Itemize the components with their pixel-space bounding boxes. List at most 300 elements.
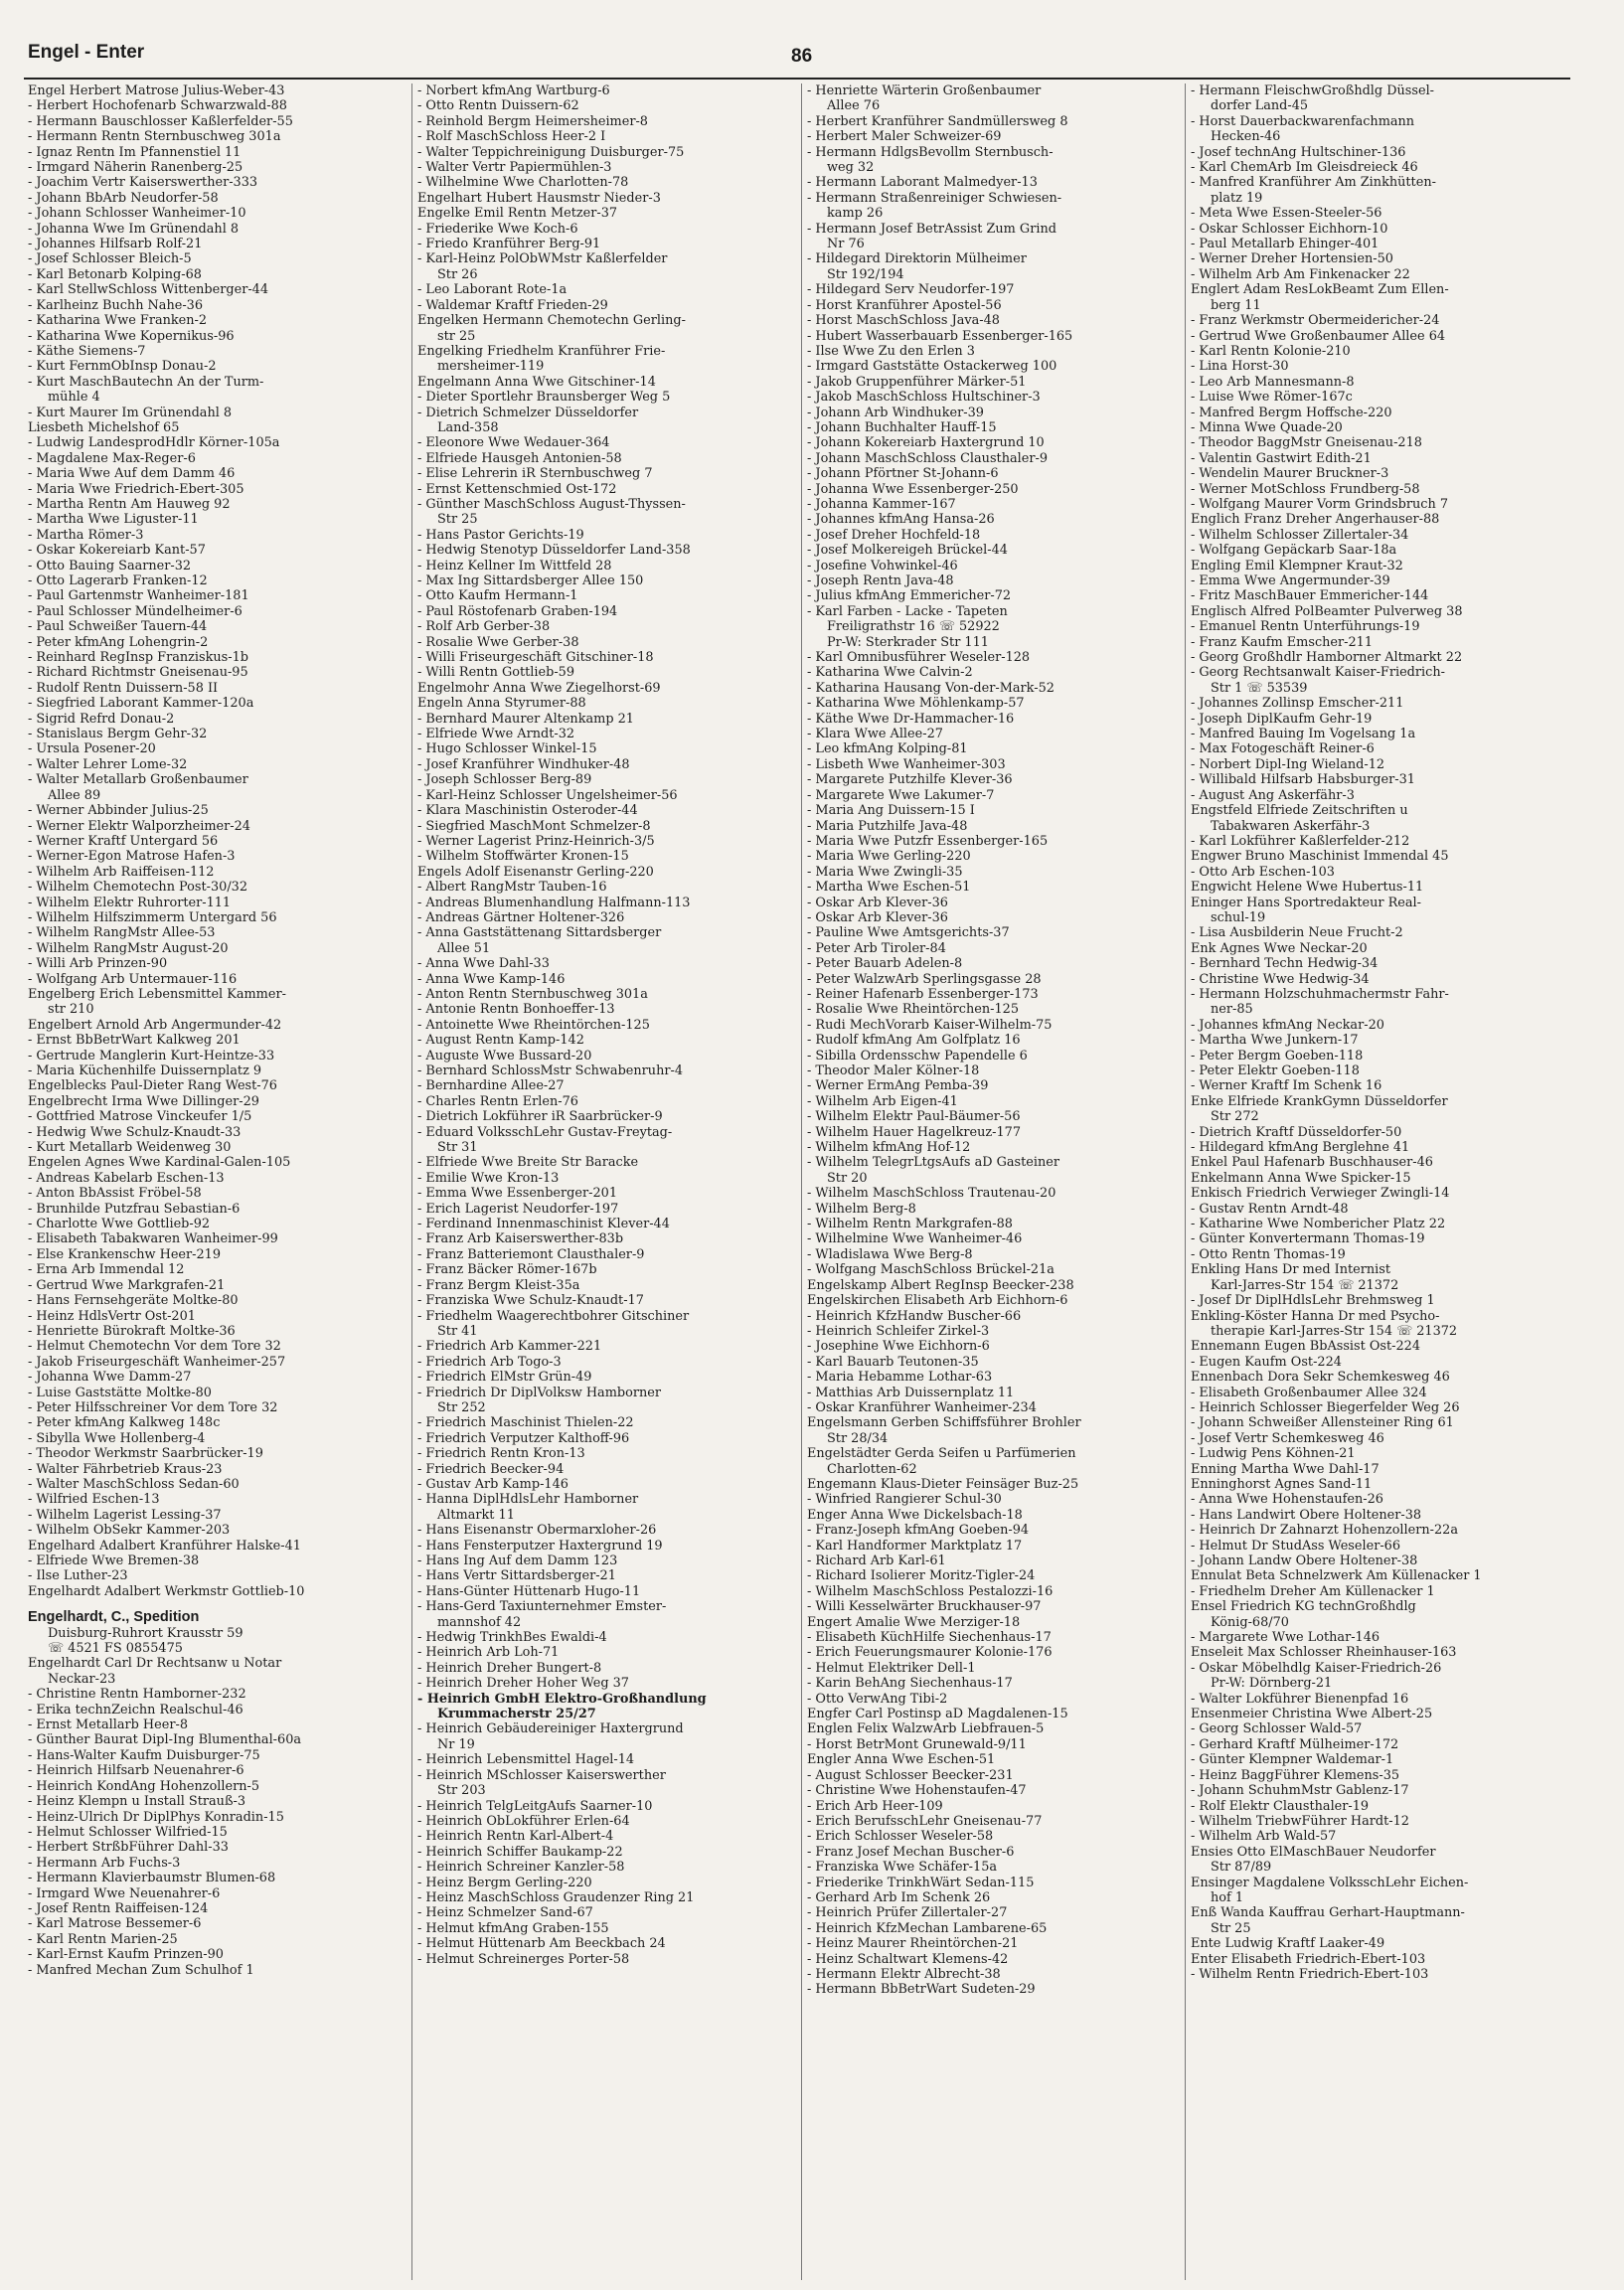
directory-entry: - Josephine Wwe Eichhorn-6 bbox=[807, 1339, 990, 1355]
directory-entry: - Martha Wwe Junkern-17 bbox=[1191, 1033, 1359, 1049]
directory-entry: - Karl Matrose Bessemer-6 bbox=[28, 1916, 202, 1932]
directory-column-1 bbox=[28, 83, 411, 2270]
directory-entry: - Reinhold Bergm Heimersheimer-8 bbox=[417, 113, 648, 129]
directory-entry: - Wilhelm ObSekr Kammer-203 bbox=[28, 1523, 231, 1539]
directory-entry: - Friedrich Beecker-94 bbox=[417, 1461, 565, 1477]
entry-continuation: therapie Karl-Jarres-Str 154 ☏ 21372 bbox=[1211, 1323, 1458, 1339]
directory-entry: - Otto Bauing Saarner-32 bbox=[28, 558, 192, 573]
directory-entry: Engfer Carl Postinsp aD Magdalenen-15 bbox=[807, 1707, 1068, 1722]
directory-entry: - Joachim Vertr Kaiserswerther-333 bbox=[28, 175, 258, 191]
directory-entry: Enkling Hans Dr med Internist bbox=[1191, 1262, 1391, 1278]
directory-entry: Eninger Hans Sportredakteur Real- bbox=[1191, 895, 1421, 910]
directory-entry: - Katharina Hausang Von-der-Mark-52 bbox=[807, 680, 1055, 696]
directory-entry: - Wilhelm Rentn Markgrafen-88 bbox=[807, 1217, 1013, 1232]
directory-entry: - Albert RangMstr Tauben-16 bbox=[417, 880, 607, 896]
directory-entry: - Franz Bergm Kleist-35a bbox=[417, 1277, 580, 1293]
directory-entry: Liesbeth Michelshof 65 bbox=[28, 419, 180, 435]
directory-entry: - Heinrich Dreher Bungert-8 bbox=[417, 1660, 602, 1676]
directory-entry: - Peter kfmAng Kalkweg 148c bbox=[28, 1415, 221, 1431]
directory-entry: - Bernhard Techn Hedwig-34 bbox=[1191, 956, 1379, 972]
directory-entry: - Johann Schweißer Allensteiner Ring 61 bbox=[1191, 1415, 1454, 1431]
directory-entry: Enk Agnes Wwe Neckar-20 bbox=[1191, 940, 1368, 956]
directory-entry: - Anna Wwe Dahl-33 bbox=[417, 956, 550, 972]
directory-entry: - Wilhelm Hilfszimmerm Untergard 56 bbox=[28, 909, 277, 925]
directory-entry: - Karl Omnibusführer Weseler-128 bbox=[807, 650, 1031, 666]
directory-entry: - Meta Wwe Essen-Steeler-56 bbox=[1191, 206, 1382, 222]
directory-entry: - Heinrich Lebensmittel Hagel-14 bbox=[417, 1752, 635, 1768]
directory-entry: - Lina Horst-30 bbox=[1191, 359, 1289, 375]
directory-entry: Englich Franz Dreher Angerhauser-88 bbox=[1191, 512, 1440, 528]
directory-entry: - Norbert Dipl-Ing Wieland-12 bbox=[1191, 756, 1385, 772]
directory-entry: - Leo Laborant Rote-1a bbox=[417, 282, 568, 298]
directory-entry: Ensinger Magdalene VolksschLehr Eichen- bbox=[1191, 1875, 1469, 1890]
entry-continuation: mersheimer-119 bbox=[437, 359, 545, 375]
directory-entry: - Elise Lehrerin iR Sternbuschweg 7 bbox=[417, 466, 653, 482]
directory-entry: - Rosalie Wwe Rheintörchen-125 bbox=[807, 1002, 1020, 1018]
directory-entry: - Friedhelm Dreher Am Küllenacker 1 bbox=[1191, 1583, 1435, 1599]
directory-entry: - Franz Arb Kaiserswerther-83b bbox=[417, 1231, 624, 1247]
directory-entry: - Walter Vertr Papiermühlen-3 bbox=[417, 160, 612, 176]
directory-entry: - Johann Kokereiarb Haxtergrund 10 bbox=[807, 435, 1045, 451]
directory-entry: - Heinrich Arb Loh-71 bbox=[417, 1645, 560, 1661]
directory-entry: - Kurt Maurer Im Grünendahl 8 bbox=[28, 405, 233, 420]
directory-entry: - Heinrich Schleifer Zirkel-3 bbox=[807, 1323, 990, 1339]
directory-entry: - Georg Großhdlr Hamborner Altmarkt 22 bbox=[1191, 650, 1463, 666]
directory-entry: - Elfriede Wwe Bremen-38 bbox=[28, 1554, 200, 1568]
entry-continuation: Karl-Jarres-Str 154 ☏ 21372 bbox=[1211, 1277, 1399, 1293]
directory-entry: - Andreas Kabelarb Eschen-13 bbox=[28, 1170, 225, 1186]
directory-entry: - Dietrich Schmelzer Düsseldorfer bbox=[417, 405, 639, 420]
directory-entry: Enning Martha Wwe Dahl-17 bbox=[1191, 1461, 1380, 1477]
column-divider bbox=[411, 83, 412, 2280]
directory-entry: - Horst BetrMont Grunewald-9/11 bbox=[807, 1736, 1027, 1752]
directory-entry: - Wilhelm Rentn Friedrich-Ebert-103 bbox=[1191, 1966, 1429, 1982]
directory-entry: - Reinhard RegInsp Franziskus-1b bbox=[28, 650, 249, 666]
directory-entry: Engelmann Anna Wwe Gitschiner-14 bbox=[417, 374, 656, 390]
directory-entry: - Wladislawa Wwe Berg-8 bbox=[807, 1246, 973, 1262]
directory-entry: - Charles Rentn Erlen-76 bbox=[417, 1093, 578, 1109]
entry-continuation: Neckar-23 bbox=[48, 1671, 116, 1687]
entry-continuation: Land-358 bbox=[437, 419, 499, 435]
directory-entry: - Peter Bauarb Adelen-8 bbox=[807, 956, 963, 972]
directory-entry: - Helmut Dr StudAss Weseler-66 bbox=[1191, 1538, 1401, 1554]
directory-entry: - Charlotte Wwe Gottlieb-92 bbox=[28, 1217, 211, 1232]
directory-entry: - Josef Dreher Hochfeld-18 bbox=[807, 527, 981, 543]
directory-entry: - Ernst BbBetrWart Kalkweg 201 bbox=[28, 1033, 241, 1049]
directory-entry: - Herbert Kranführer Sandmüllersweg 8 bbox=[807, 113, 1068, 129]
directory-entry: Engeln Anna Styrumer-88 bbox=[417, 696, 586, 712]
directory-entry: - Heinz BaggFührer Klemens-35 bbox=[1191, 1767, 1400, 1783]
directory-entry: - Wilhelm Berg-8 bbox=[807, 1201, 916, 1217]
directory-entry: - Antoinette Wwe Rheintörchen-125 bbox=[417, 1017, 650, 1033]
entry-continuation: Altmarkt 11 bbox=[437, 1507, 515, 1523]
directory-entry: - Friedhelm Waagerechtbohrer Gitschiner bbox=[417, 1308, 690, 1324]
directory-entry: - Heinrich Gebäudereiniger Haxtergrund bbox=[417, 1721, 684, 1737]
directory-entry: - Wilhelm MaschSchloss Pestalozzi-16 bbox=[807, 1583, 1054, 1599]
directory-entry: - Katharina Wwe Kopernikus-96 bbox=[28, 328, 235, 344]
directory-entry: - Werner Dreher Hortensien-50 bbox=[1191, 251, 1393, 267]
directory-entry: - Karl Bauarb Teutonen-35 bbox=[807, 1354, 979, 1370]
directory-entry: - Hubert Wasserbauarb Essenberger-165 bbox=[807, 328, 1073, 344]
directory-entry: - Erich Arb Heer-109 bbox=[807, 1798, 943, 1814]
directory-entry: Englisch Alfred PolBeamter Pulverweg 38 bbox=[1191, 603, 1463, 619]
entry-continuation: str 210 bbox=[48, 1002, 94, 1018]
directory-entry: - Wilhelm Hauer Hagelkreuz-177 bbox=[807, 1124, 1022, 1140]
directory-entry: - Heinz Schaltwart Klemens-42 bbox=[807, 1951, 1009, 1967]
directory-entry: - Peter Bergm Goeben-118 bbox=[1191, 1048, 1364, 1063]
directory-entry: Engwer Bruno Maschinist Immendal 45 bbox=[1191, 849, 1449, 865]
directory-entry: - Friedrich Verputzer Kalthoff-96 bbox=[417, 1430, 630, 1446]
directory-entry: - Dietrich Lokführer iR Saarbrücker-9 bbox=[417, 1109, 663, 1125]
directory-entry: - Peter Elektr Goeben-118 bbox=[1191, 1063, 1360, 1078]
directory-entry: - Eduard VolksschLehr Gustav-Freytag- bbox=[417, 1124, 673, 1140]
directory-entry: - Josef Dr DiplHdlsLehr Brehmsweg 1 bbox=[1191, 1293, 1435, 1309]
directory-entry: Ensies Otto ElMaschBauer Neudorfer bbox=[1191, 1844, 1436, 1860]
directory-entry: Engelbrecht Irma Wwe Dillinger-29 bbox=[28, 1093, 259, 1109]
entry-continuation: Str 26 bbox=[437, 266, 478, 282]
directory-entry: - Hildegard Direktorin Mülheimer bbox=[807, 251, 1027, 267]
directory-entry: Ensel Friedrich KG technGroßhdlg bbox=[1191, 1599, 1416, 1615]
directory-entry: - Helmut Chemotechn Vor dem Tore 32 bbox=[28, 1339, 281, 1355]
directory-entry: - Emma Wwe Angermunder-39 bbox=[1191, 573, 1390, 588]
directory-entry: - Wolfgang MaschSchloss Brückel-21a bbox=[807, 1262, 1055, 1278]
directory-entry: - Lisa Ausbilderin Neue Frucht-2 bbox=[1191, 925, 1403, 941]
directory-entry: - Margarete Wwe Lakumer-7 bbox=[807, 787, 995, 803]
directory-entry: - Elisabeth KüchHilfe Siechenhaus-17 bbox=[807, 1630, 1052, 1646]
directory-entry: - Christine Wwe Hohenstaufen-47 bbox=[807, 1783, 1027, 1799]
directory-entry: - Hugo Schlosser Winkel-15 bbox=[417, 741, 597, 757]
directory-entry: - Gertrude Manglerin Kurt-Heintze-33 bbox=[28, 1048, 275, 1063]
directory-entry: - Hermann HdlgsBevollm Sternbusch- bbox=[807, 144, 1054, 160]
entry-continuation: Freiligrathstr 16 ☏ 52922 bbox=[827, 619, 1000, 635]
directory-entry: - Brunhilde Putzfrau Sebastian-6 bbox=[28, 1201, 241, 1217]
directory-entry: - Johanna Wwe Im Grünendahl 8 bbox=[28, 221, 240, 237]
directory-entry: - Hildegard Serv Neudorfer-197 bbox=[807, 282, 1015, 298]
directory-entry: - Peter Arb Tiroler-84 bbox=[807, 940, 946, 956]
directory-entry: - Friedrich Arb Kammer-221 bbox=[417, 1339, 602, 1355]
directory-entry: - Hermann Rentn Sternbuschweg 301a bbox=[28, 129, 281, 145]
directory-entry: - Maria Putzhilfe Java-48 bbox=[807, 818, 968, 834]
directory-entry: - Günther Baurat Dipl-Ing Blumenthal-60a bbox=[28, 1732, 302, 1748]
directory-entry: Engelbert Arnold Arb Angermunder-42 bbox=[28, 1017, 282, 1033]
directory-entry: - Heinz MaschSchloss Graudenzer Ring 21 bbox=[417, 1889, 695, 1905]
directory-entry: - Helmut Schreinerges Porter-58 bbox=[417, 1951, 630, 1967]
entry-continuation: Nr 19 bbox=[437, 1736, 475, 1752]
directory-entry: - Katharina Wwe Calvin-2 bbox=[807, 665, 973, 681]
directory-entry: - Wilhelm TelegrLtgsAufs aD Gasteiner bbox=[807, 1155, 1060, 1171]
directory-entry: - Antonie Rentn Bonhoeffer-13 bbox=[417, 1002, 615, 1018]
directory-entry: - Christine Wwe Hedwig-34 bbox=[1191, 971, 1370, 987]
directory-entry: - Peter Hilfsschreiner Vor dem Tore 32 bbox=[28, 1399, 278, 1415]
directory-entry: - Josef Kranführer Windhuker-48 bbox=[417, 756, 630, 772]
directory-entry: - Franziska Wwe Schulz-Knaudt-17 bbox=[417, 1293, 644, 1309]
directory-entry: Engelen Agnes Wwe Kardinal-Galen-105 bbox=[28, 1155, 291, 1171]
directory-entry: - Theodor Werkmstr Saarbrücker-19 bbox=[28, 1446, 263, 1462]
entry-continuation: Duisburg-Ruhrort Krausstr 59 bbox=[48, 1625, 244, 1641]
directory-entry: - Willi Rentn Gottlieb-59 bbox=[417, 665, 575, 681]
directory-entry: - Heinrich Dr Zahnarzt Hohenzollern-22a bbox=[1191, 1523, 1458, 1539]
directory-entry: Engelskirchen Elisabeth Arb Eichhorn-6 bbox=[807, 1293, 1068, 1309]
directory-entry: Engelmohr Anna Wwe Ziegelhorst-69 bbox=[417, 680, 661, 696]
directory-entry: - Wilhelm Arb Wald-57 bbox=[1191, 1829, 1337, 1845]
directory-entry: - Oskar Möbelhdlg Kaiser-Friedrich-26 bbox=[1191, 1660, 1442, 1676]
directory-entry: - Dieter Sportlehr Braunsberger Weg 5 bbox=[417, 390, 671, 406]
directory-entry: - Gustav Rentn Arndt-48 bbox=[1191, 1201, 1349, 1217]
directory-entry: - Kurt FernmObInsp Donau-2 bbox=[28, 359, 217, 375]
directory-entry: - Erna Arb Immendal 12 bbox=[28, 1262, 185, 1278]
directory-entry: - Wilhelm Elektr Paul-Bäumer-56 bbox=[807, 1109, 1021, 1125]
directory-entry: - Peter kfmAng Lohengrin-2 bbox=[28, 634, 209, 650]
directory-entry: - Friedrich ElMstr Grün-49 bbox=[417, 1370, 592, 1386]
directory-entry: - Emma Wwe Essenberger-201 bbox=[417, 1186, 617, 1202]
directory-entry: - Martha Rentn Am Hauweg 92 bbox=[28, 496, 231, 512]
directory-entry: - Friedrich Dr DiplVolksw Hamborner bbox=[417, 1385, 661, 1400]
directory-entry: - Karl Lokführer Kaßlerfelder-212 bbox=[1191, 833, 1410, 849]
directory-entry: - Heinz Bergm Gerling-220 bbox=[417, 1875, 592, 1890]
directory-entry: - Elfriede Wwe Breite Str Baracke bbox=[417, 1155, 639, 1171]
directory-entry: Engelhardt Carl Dr Rechtsanw u Notar bbox=[28, 1656, 282, 1672]
directory-entry: - Heinz HdlsVertr Ost-201 bbox=[28, 1308, 196, 1324]
directory-entry: - Walter Lokführer Bienenpfad 16 bbox=[1191, 1691, 1409, 1707]
advertisement-heading: Engelhardt, C., Spedition bbox=[28, 1610, 200, 1626]
entry-continuation: Krummacherstr 25/27 bbox=[437, 1707, 596, 1722]
directory-entry: - Oskar Kokereiarb Kant-57 bbox=[28, 543, 206, 559]
directory-entry: - Heinrich Prüfer Zillertaler-27 bbox=[807, 1905, 1008, 1921]
directory-entry: - Horst Kranführer Apostel-56 bbox=[807, 297, 1002, 313]
directory-entry: - Kurt Metallarb Weidenweg 30 bbox=[28, 1140, 232, 1156]
directory-entry: - Werner Lagerist Prinz-Heinrich-3/5 bbox=[417, 833, 655, 849]
directory-entry: - Ludwig Pens Köhnen-21 bbox=[1191, 1446, 1356, 1462]
directory-entry: - Josef Schlosser Bleich-5 bbox=[28, 251, 192, 267]
directory-entry: - Werner-Egon Matrose Hafen-3 bbox=[28, 849, 236, 865]
directory-entry: - Maria Wwe Friedrich-Ebert-305 bbox=[28, 481, 244, 497]
directory-entry: Engelblecks Paul-Dieter Rang West-76 bbox=[28, 1078, 277, 1094]
directory-entry: - Emilie Wwe Kron-13 bbox=[417, 1170, 560, 1186]
directory-entry: - Werner Abbinder Julius-25 bbox=[28, 803, 209, 819]
entry-continuation: dorfer Land-45 bbox=[1211, 98, 1309, 114]
directory-entry: - Oskar Kranführer Wanheimer-234 bbox=[807, 1399, 1037, 1415]
directory-entry: - Käthe Wwe Dr-Hammacher-16 bbox=[807, 711, 1015, 727]
directory-entry: - Anton Rentn Sternbuschweg 301a bbox=[417, 986, 648, 1002]
directory-entry: - Waldemar Kraftf Frieden-29 bbox=[417, 297, 608, 313]
directory-entry: - Hedwig TrinkhBes Ewaldi-4 bbox=[417, 1630, 607, 1646]
directory-entry: - Johannes kfmAng Neckar-20 bbox=[1191, 1017, 1384, 1033]
directory-entry: - Richard Arb Karl-61 bbox=[807, 1554, 946, 1568]
directory-entry: - Karl ChemArb Im Gleisdreieck 46 bbox=[1191, 160, 1418, 176]
directory-entry: - Hermann Laborant Malmedyer-13 bbox=[807, 175, 1038, 191]
entry-continuation: Nr 76 bbox=[827, 237, 865, 252]
directory-entry: - Werner Kraftf Untergard 56 bbox=[28, 833, 219, 849]
directory-entry: - Wilhelm Arb Raiffeisen-112 bbox=[28, 864, 215, 880]
directory-entry: - Otto VerwAng Tibi-2 bbox=[807, 1691, 948, 1707]
directory-entry: - Friederike Wwe Koch-6 bbox=[417, 221, 578, 237]
entry-continuation: Str 192/194 bbox=[827, 266, 904, 282]
directory-entry: - Friederike TrinkhWärt Sedan-115 bbox=[807, 1875, 1035, 1890]
directory-entry: - Anna Gaststättenang Sittardsberger bbox=[417, 925, 662, 941]
directory-entry: - Johannes kfmAng Hansa-26 bbox=[807, 512, 995, 528]
directory-entry: - Josef technAng Hultschiner-136 bbox=[1191, 144, 1406, 160]
directory-entry: Enke Elfriede KrankGymn Düsseldorfer bbox=[1191, 1093, 1448, 1109]
directory-entry: - Maria Wwe Auf dem Damm 46 bbox=[28, 466, 236, 482]
directory-entry: - Manfred Mechan Zum Schulhof 1 bbox=[28, 1962, 254, 1978]
directory-entry: - Leo kfmAng Kolping-81 bbox=[807, 741, 968, 757]
directory-entry: - Ursula Posener-20 bbox=[28, 741, 156, 757]
directory-entry: - Wilhelm Arb Am Finkenacker 22 bbox=[1191, 266, 1410, 282]
directory-entry: - Eleonore Wwe Wedauer-364 bbox=[417, 435, 610, 451]
directory-entry: - Herbert StrßbFührer Dahl-33 bbox=[28, 1840, 229, 1856]
directory-entry: - Manfred Bauing Im Vogelsang 1a bbox=[1191, 727, 1416, 742]
directory-entry: - Heinrich MSchlosser Kaiserswerther bbox=[417, 1767, 666, 1783]
directory-entry: - Hermann Straßenreiniger Schwiesen- bbox=[807, 190, 1062, 206]
directory-entry: - Ernst Metallarb Heer-8 bbox=[28, 1718, 188, 1733]
directory-entry: - Johann Arb Windhuker-39 bbox=[807, 405, 984, 420]
directory-entry: - Werner ErmAng Pemba-39 bbox=[807, 1078, 989, 1094]
directory-entry: Ennemann Eugen BbAssist Ost-224 bbox=[1191, 1339, 1421, 1355]
directory-entry: - Helmut Hüttenarb Am Beeckbach 24 bbox=[417, 1936, 666, 1952]
directory-entry: - Friedrich Maschinist Thielen-22 bbox=[417, 1415, 634, 1431]
directory-entry: - Friedrich Rentn Kron-13 bbox=[417, 1446, 585, 1462]
directory-entry: - Karl-Heinz Schlosser Ungelsheimer-56 bbox=[417, 787, 678, 803]
directory-entry: - Franz Werkmstr Obermeidericher-24 bbox=[1191, 313, 1440, 329]
directory-entry: - Johanna Wwe Essenberger-250 bbox=[807, 481, 1019, 497]
directory-entry: - Leo Arb Mannesmann-8 bbox=[1191, 374, 1355, 390]
directory-entry: - Wolfgang Gepäckarb Saar-18a bbox=[1191, 543, 1397, 559]
entry-continuation: platz 19 bbox=[1211, 190, 1263, 206]
entry-continuation: berg 11 bbox=[1211, 297, 1261, 313]
entry-continuation: Str 87/89 bbox=[1211, 1860, 1272, 1876]
directory-entry: - Heinrich Rentn Karl-Albert-4 bbox=[417, 1829, 614, 1845]
directory-entry: - Rudolf Rentn Duissern-58 II bbox=[28, 680, 219, 696]
directory-entry: - Anton BbAssist Fröbel-58 bbox=[28, 1186, 202, 1202]
directory-entry: Engler Anna Wwe Eschen-51 bbox=[807, 1752, 996, 1768]
directory-entry: - Ignaz Rentn Im Pfannenstiel 11 bbox=[28, 144, 242, 160]
directory-entry: - Otto Kaufm Hermann-1 bbox=[417, 588, 578, 604]
directory-entry: - Josef Vertr Schemkesweg 46 bbox=[1191, 1430, 1384, 1446]
directory-entry: Enkisch Friedrich Verwieger Zwingli-14 bbox=[1191, 1186, 1450, 1202]
directory-entry: Engelking Friedhelm Kranführer Frie- bbox=[417, 343, 666, 359]
directory-entry: - Georg Rechtsanwalt Kaiser-Friedrich- bbox=[1191, 665, 1445, 681]
directory-entry: - Wilhelm Arb Eigen-41 bbox=[807, 1093, 958, 1109]
directory-entry: - Willi Arb Prinzen-90 bbox=[28, 956, 168, 972]
directory-entry: - Erich BerufsschLehr Gneisenau-77 bbox=[807, 1813, 1043, 1829]
directory-entry: - Wilhelm Schlosser Zillertaler-34 bbox=[1191, 527, 1409, 543]
directory-entry: - Max Ing Sittardsberger Allee 150 bbox=[417, 573, 644, 588]
entry-continuation: Pr-W: Sterkrader Str 111 bbox=[827, 634, 989, 650]
directory-entry: - Jakob MaschSchloss Hultschiner-3 bbox=[807, 390, 1041, 406]
directory-entry: - Johanna Kammer-167 bbox=[807, 496, 956, 512]
directory-entry: - Willi Friseurgeschäft Gitschiner-18 bbox=[417, 650, 654, 666]
directory-entry: - Julius kfmAng Emmericher-72 bbox=[807, 588, 1012, 604]
directory-entry: - Günter Konvertermann Thomas-19 bbox=[1191, 1231, 1425, 1247]
directory-entry: - Emanuel Rentn Unterführungs-19 bbox=[1191, 619, 1420, 635]
directory-entry: - Hermann Holzschuhmachermstr Fahr- bbox=[1191, 986, 1449, 1002]
directory-entry: - Stanislaus Bergm Gehr-32 bbox=[28, 727, 208, 742]
directory-entry: - Johannes Hilfsarb Rolf-21 bbox=[28, 237, 203, 252]
directory-entry: - Erich Feuerungsmaurer Kolonie-176 bbox=[807, 1645, 1053, 1661]
directory-entry: - Winfried Rangierer Schul-30 bbox=[807, 1492, 1002, 1508]
directory-entry: Engelberg Erich Lebensmittel Kammer- bbox=[28, 986, 286, 1002]
directory-entry: - Franziska Wwe Schäfer-15a bbox=[807, 1860, 998, 1876]
directory-entry: - Theodor BaggMstr Gneisenau-218 bbox=[1191, 435, 1422, 451]
directory-entry: Ensenmeier Christina Wwe Albert-25 bbox=[1191, 1707, 1433, 1722]
directory-entry: - Anna Wwe Kamp-146 bbox=[417, 971, 566, 987]
directory-entry: Englert Adam ResLokBeamt Zum Ellen- bbox=[1191, 282, 1449, 298]
directory-entry: - Kurt MaschBautechn An der Turm- bbox=[28, 374, 264, 390]
directory-entry: - Joseph DiplKaufm Gehr-19 bbox=[1191, 711, 1373, 727]
directory-entry: - Johannes Zollinsp Emscher-211 bbox=[1191, 696, 1404, 712]
directory-entry: - Hans-Walter Kaufm Duisburger-75 bbox=[28, 1747, 260, 1763]
directory-entry: - Ferdinand Innenmaschinist Klever-44 bbox=[417, 1217, 670, 1232]
directory-entry: - Dietrich Kraftf Düsseldorfer-50 bbox=[1191, 1124, 1402, 1140]
directory-entry: - Hermann Arb Fuchs-3 bbox=[28, 1855, 181, 1871]
directory-entry: - Katharine Wwe Nombericher Platz 22 bbox=[1191, 1217, 1446, 1232]
directory-entry: - Paul Schlosser Mündelheimer-6 bbox=[28, 603, 243, 619]
directory-entry: - Johann Landw Obere Holtener-38 bbox=[1191, 1554, 1418, 1568]
directory-entry: - Johann Pförtner St-Johann-6 bbox=[807, 466, 999, 482]
directory-entry: - Josef Rentn Raiffeisen-124 bbox=[28, 1900, 209, 1916]
directory-entry: - Günther MaschSchloss August-Thyssen- bbox=[417, 496, 686, 512]
directory-entry: - Karl Rentn Marien-25 bbox=[28, 1931, 178, 1947]
directory-entry: - Heinz Klempn u Install Strauß-3 bbox=[28, 1794, 246, 1810]
entry-continuation: Str 25 bbox=[1211, 1920, 1251, 1936]
directory-entry: - Klara Maschinistin Osteroder-44 bbox=[417, 803, 638, 819]
directory-entry: - Wilhelm RangMstr Allee-53 bbox=[28, 925, 216, 941]
directory-entry: - Sibylla Wwe Hollenberg-4 bbox=[28, 1430, 206, 1446]
directory-entry: - Wilhelm TriebwFührer Hardt-12 bbox=[1191, 1813, 1409, 1829]
directory-entry: - Heinrich Hilfsarb Neuenahrer-6 bbox=[28, 1763, 244, 1779]
entry-continuation: str 25 bbox=[437, 328, 476, 344]
column-divider bbox=[801, 83, 802, 2280]
entry-continuation: Str 20 bbox=[827, 1170, 868, 1186]
directory-entry: Engelhart Hubert Hausmstr Nieder-3 bbox=[417, 190, 661, 206]
directory-entry: - Heinz Maurer Rheintörchen-21 bbox=[807, 1936, 1019, 1952]
directory-entry: - Karl Handformer Marktplatz 17 bbox=[807, 1538, 1023, 1554]
directory-entry: - Heinz Kellner Im Wittfeld 28 bbox=[417, 558, 612, 573]
directory-entry: Engelhard Adalbert Kranführer Halske-41 bbox=[28, 1538, 301, 1554]
directory-entry: - Heinrich GmbH Elektro-Großhandlung bbox=[417, 1691, 707, 1707]
entry-continuation: Tabakwaren Askerfähr-3 bbox=[1211, 818, 1371, 834]
directory-entry: - Heinrich KfzHandw Buscher-66 bbox=[807, 1308, 1022, 1324]
directory-entry: - Wilhelmine Wwe Wanheimer-46 bbox=[807, 1231, 1023, 1247]
directory-entry: Engelskamp Albert RegInsp Beecker-238 bbox=[807, 1277, 1074, 1293]
directory-entry: - Minna Wwe Quade-20 bbox=[1191, 419, 1343, 435]
directory-entry: - Wilhelm Elektr Ruhrorter-111 bbox=[28, 895, 232, 910]
directory-entry: - Hans-Günter Hüttenarb Hugo-11 bbox=[417, 1583, 641, 1599]
directory-entry: - Heinrich Schlosser Biegerfelder Weg 26 bbox=[1191, 1399, 1460, 1415]
directory-entry: Engelken Hermann Chemotechn Gerling- bbox=[417, 313, 686, 329]
directory-entry: - Luise Gaststätte Moltke-80 bbox=[28, 1385, 212, 1400]
entry-continuation: weg 32 bbox=[827, 160, 875, 176]
entry-continuation: ner-85 bbox=[1211, 1002, 1253, 1018]
directory-entry: - Rosalie Wwe Gerber-38 bbox=[417, 634, 579, 650]
directory-entry: - Margarete Putzhilfe Klever-36 bbox=[807, 772, 1013, 788]
directory-entry: - Heinrich KondAng Hohenzollern-5 bbox=[28, 1778, 260, 1794]
directory-entry: - Franz Josef Mechan Buscher-6 bbox=[807, 1844, 1015, 1860]
directory-entry: - Helmut kfmAng Graben-155 bbox=[417, 1920, 609, 1936]
directory-entry: - Andreas Blumenhandlung Halfmann-113 bbox=[417, 895, 691, 910]
directory-entry: - Christine Rentn Hamborner-232 bbox=[28, 1687, 246, 1703]
directory-entry: - Wilhelm kfmAng Hof-12 bbox=[807, 1140, 971, 1156]
directory-entry: Engstfeld Elfriede Zeitschriften u bbox=[1191, 803, 1408, 819]
directory-entry: - Johann Schlosser Wanheimer-10 bbox=[28, 206, 246, 222]
directory-entry: - Hermann FleischwGroßhdlg Düssel- bbox=[1191, 83, 1435, 98]
directory-entry: - Hermann Bauschlosser Kaßlerfelder-55 bbox=[28, 113, 293, 129]
directory-entry: - August Schlosser Beecker-231 bbox=[807, 1767, 1014, 1783]
directory-entry: - Lisbeth Wwe Wanheimer-303 bbox=[807, 756, 1006, 772]
directory-entry: - Ludwig LandesprodHdlr Körner-105a bbox=[28, 435, 280, 451]
page-number: 86 bbox=[791, 46, 813, 67]
directory-entry: - Manfred Kranführer Am Zinkhütten- bbox=[1191, 175, 1436, 191]
